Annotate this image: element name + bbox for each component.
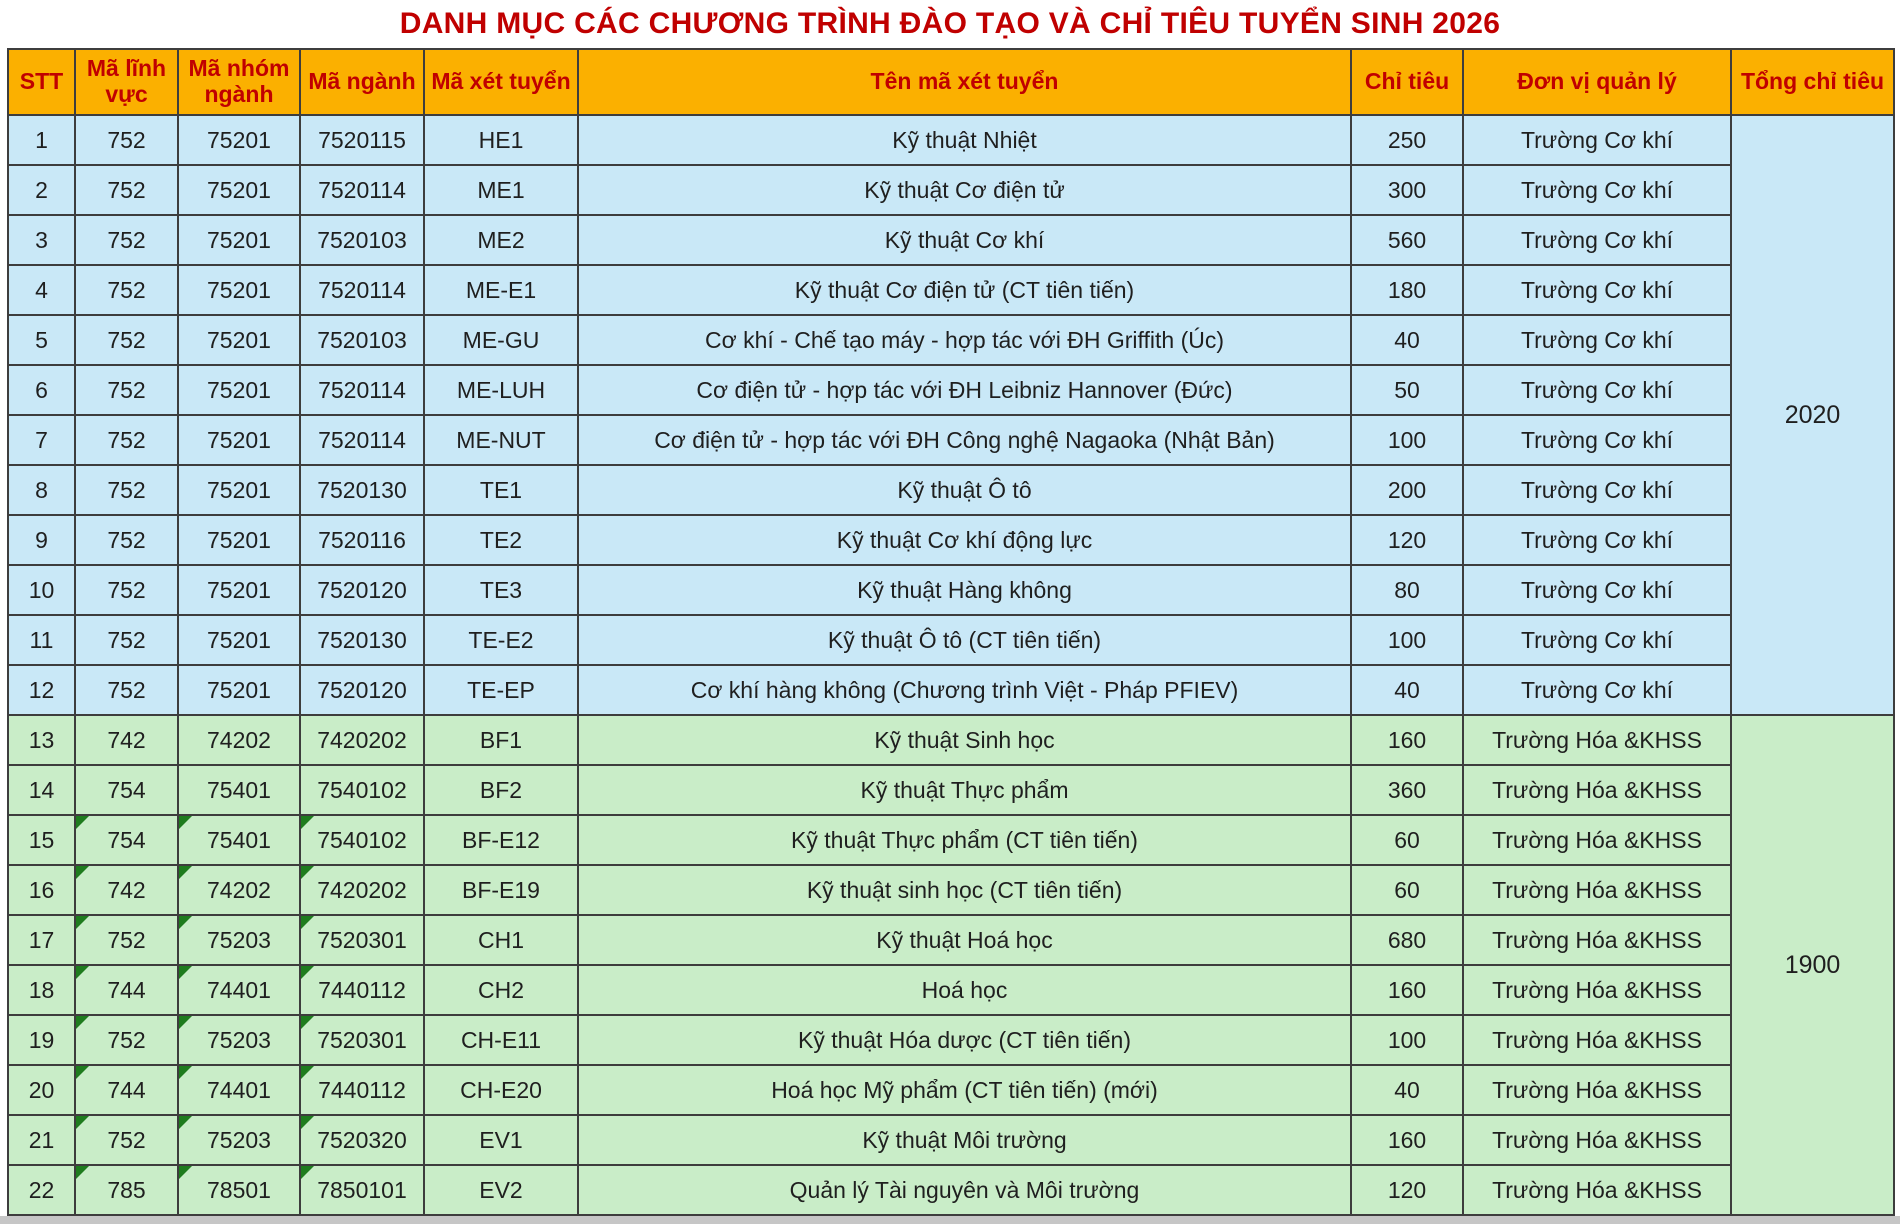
cell-chi-tieu: 60 [1351, 865, 1463, 915]
cell-stt: 4 [8, 265, 75, 315]
cell-ten-ma-xet-tuyen: Cơ khí - Chế tạo máy - hợp tác với ĐH Griffith (Úc) [578, 315, 1351, 365]
cell-don-vi-quan-ly: Trường Cơ khí [1463, 115, 1731, 165]
cell-don-vi-quan-ly: Trường Hóa &KHSS [1463, 915, 1731, 965]
green-corner-flag-icon [301, 816, 314, 829]
cell-stt: 1 [8, 115, 75, 165]
header-row [8, 49, 1894, 115]
cell-tong-chi-tieu: 1900 [1731, 715, 1894, 1215]
cell-ten-ma-xet-tuyen: Kỹ thuật Cơ điện tử (CT tiên tiến) [578, 265, 1351, 315]
cell-ma-xet-tuyen: ME-E1 [424, 265, 578, 315]
cell-stt: 21 [8, 1115, 75, 1165]
cell-ma-nhom-nganh: 74401 [178, 1065, 300, 1115]
green-corner-flag-icon [76, 866, 89, 879]
cell-ma-linh-vuc: 752 [75, 365, 178, 415]
cell-ma-nganh: 7420202 [300, 715, 424, 765]
cell-ma-nhom-nganh: 74202 [178, 865, 300, 915]
cell-don-vi-quan-ly: Trường Cơ khí [1463, 565, 1731, 615]
cell-ma-linh-vuc: 744 [75, 1065, 178, 1115]
cell-don-vi-quan-ly: Trường Hóa &KHSS [1463, 965, 1731, 1015]
cell-ma-nhom-nganh: 75201 [178, 115, 300, 165]
cell-ten-ma-xet-tuyen: Kỹ thuật Nhiệt [578, 115, 1351, 165]
cell-don-vi-quan-ly: Trường Cơ khí [1463, 415, 1731, 465]
cell-stt: 17 [8, 915, 75, 965]
green-corner-flag-icon [179, 816, 192, 829]
cell-stt: 7 [8, 415, 75, 465]
cell-ma-nhom-nganh: 75401 [178, 765, 300, 815]
cell-ma-linh-vuc: 742 [75, 865, 178, 915]
cell-ma-nganh: 7540102 [300, 815, 424, 865]
cell-ten-ma-xet-tuyen: Kỹ thuật Ô tô (CT tiên tiến) [578, 615, 1351, 665]
cell-chi-tieu: 360 [1351, 765, 1463, 815]
cell-ma-linh-vuc: 752 [75, 415, 178, 465]
cell-ma-nhom-nganh: 78501 [178, 1165, 300, 1215]
column-header-3: Mã ngành [300, 49, 424, 115]
cell-don-vi-quan-ly: Trường Hóa &KHSS [1463, 715, 1731, 765]
cell-don-vi-quan-ly: Trường Hóa &KHSS [1463, 1115, 1731, 1165]
cell-ma-nhom-nganh: 75201 [178, 415, 300, 465]
green-corner-flag-icon [301, 866, 314, 879]
cell-ma-nganh: 7520116 [300, 515, 424, 565]
cell-ma-linh-vuc: 752 [75, 265, 178, 315]
cell-chi-tieu: 200 [1351, 465, 1463, 515]
cell-stt: 22 [8, 1165, 75, 1215]
cell-ma-linh-vuc: 752 [75, 665, 178, 715]
cell-ma-linh-vuc: 752 [75, 115, 178, 165]
green-corner-flag-icon [301, 1016, 314, 1029]
cell-stt: 15 [8, 815, 75, 865]
green-corner-flag-icon [76, 1016, 89, 1029]
column-header-4: Mã xét tuyển [424, 49, 578, 115]
cell-chi-tieu: 180 [1351, 265, 1463, 315]
table-row [8, 515, 1894, 565]
green-corner-flag-icon [76, 916, 89, 929]
table-row [8, 915, 1894, 965]
cell-stt: 3 [8, 215, 75, 265]
cell-ma-nganh: 7420202 [300, 865, 424, 915]
cell-ten-ma-xet-tuyen: Kỹ thuật sinh học (CT tiên tiến) [578, 865, 1351, 915]
cell-don-vi-quan-ly: Trường Hóa &KHSS [1463, 1065, 1731, 1115]
cell-ma-nganh: 7520120 [300, 665, 424, 715]
cell-ma-nhom-nganh: 74202 [178, 715, 300, 765]
cell-stt: 13 [8, 715, 75, 765]
cell-ten-ma-xet-tuyen: Hoá học Mỹ phẩm (CT tiên tiến) (mới) [578, 1065, 1351, 1115]
green-corner-flag-icon [179, 916, 192, 929]
table-row [8, 965, 1894, 1015]
cell-ma-xet-tuyen: TE2 [424, 515, 578, 565]
cell-don-vi-quan-ly: Trường Cơ khí [1463, 315, 1731, 365]
cell-ma-nganh: 7520114 [300, 415, 424, 465]
cell-ten-ma-xet-tuyen: Kỹ thuật Hoá học [578, 915, 1351, 965]
cell-ten-ma-xet-tuyen: Quản lý Tài nguyên và Môi trường [578, 1165, 1351, 1215]
green-corner-flag-icon [301, 1166, 314, 1179]
cell-ma-linh-vuc: 785 [75, 1165, 178, 1215]
cell-ma-linh-vuc: 752 [75, 565, 178, 615]
cell-ma-linh-vuc: 754 [75, 815, 178, 865]
green-corner-flag-icon [179, 966, 192, 979]
cell-stt: 5 [8, 315, 75, 365]
cell-ten-ma-xet-tuyen: Cơ điện tử - hợp tác với ĐH Leibniz Hannover (Đức) [578, 365, 1351, 415]
cell-don-vi-quan-ly: Trường Cơ khí [1463, 515, 1731, 565]
green-corner-flag-icon [76, 1066, 89, 1079]
cell-ten-ma-xet-tuyen: Kỹ thuật Hóa dược (CT tiên tiến) [578, 1015, 1351, 1065]
cell-ma-xet-tuyen: ME-NUT [424, 415, 578, 465]
cell-chi-tieu: 50 [1351, 365, 1463, 415]
cell-ma-nganh: 7520130 [300, 465, 424, 515]
green-corner-flag-icon [301, 1066, 314, 1079]
column-header-1: Mã lĩnh vực [75, 49, 178, 115]
cell-chi-tieu: 160 [1351, 1115, 1463, 1165]
green-corner-flag-icon [76, 1116, 89, 1129]
cell-chi-tieu: 40 [1351, 1065, 1463, 1115]
cell-stt: 10 [8, 565, 75, 615]
table-row [8, 1165, 1894, 1215]
table-row [8, 1115, 1894, 1165]
cell-ma-nhom-nganh: 75201 [178, 315, 300, 365]
cell-ma-xet-tuyen: CH-E11 [424, 1015, 578, 1065]
green-corner-flag-icon [301, 1116, 314, 1129]
cell-ma-nhom-nganh: 75203 [178, 1115, 300, 1165]
cell-chi-tieu: 160 [1351, 965, 1463, 1015]
cell-don-vi-quan-ly: Trường Cơ khí [1463, 465, 1731, 515]
table-row [8, 215, 1894, 265]
cell-ma-nhom-nganh: 75201 [178, 215, 300, 265]
cell-don-vi-quan-ly: Trường Hóa &KHSS [1463, 1015, 1731, 1065]
cell-ma-nhom-nganh: 75201 [178, 265, 300, 315]
cell-chi-tieu: 100 [1351, 1015, 1463, 1065]
column-header-7: Đơn vị quản lý [1463, 49, 1731, 115]
cell-ma-linh-vuc: 752 [75, 465, 178, 515]
cell-stt: 16 [8, 865, 75, 915]
cell-don-vi-quan-ly: Trường Hóa &KHSS [1463, 1165, 1731, 1215]
cell-ma-xet-tuyen: BF-E12 [424, 815, 578, 865]
cell-ten-ma-xet-tuyen: Kỹ thuật Cơ khí [578, 215, 1351, 265]
cell-ma-linh-vuc: 752 [75, 215, 178, 265]
green-corner-flag-icon [179, 1166, 192, 1179]
cell-don-vi-quan-ly: Trường Hóa &KHSS [1463, 815, 1731, 865]
cell-ma-xet-tuyen: ME2 [424, 215, 578, 265]
cell-ma-nganh: 7520120 [300, 565, 424, 615]
cell-ma-xet-tuyen: CH2 [424, 965, 578, 1015]
column-header-2: Mã nhóm ngành [178, 49, 300, 115]
cell-ten-ma-xet-tuyen: Cơ điện tử - hợp tác với ĐH Công nghệ Nagaoka (Nhật Bản) [578, 415, 1351, 465]
column-header-8: Tổng chỉ tiêu [1731, 49, 1894, 115]
table-row [8, 615, 1894, 665]
cell-stt: 19 [8, 1015, 75, 1065]
cell-ma-nhom-nganh: 75201 [178, 665, 300, 715]
cell-stt: 12 [8, 665, 75, 715]
cell-ten-ma-xet-tuyen: Kỹ thuật Thực phẩm (CT tiên tiến) [578, 815, 1351, 865]
cell-ten-ma-xet-tuyen: Cơ khí hàng không (Chương trình Việt - Pháp PFIEV) [578, 665, 1351, 715]
cell-ten-ma-xet-tuyen: Kỹ thuật Cơ khí động lực [578, 515, 1351, 565]
cell-ma-linh-vuc: 752 [75, 315, 178, 365]
green-corner-flag-icon [301, 916, 314, 929]
cell-ten-ma-xet-tuyen: Kỹ thuật Ô tô [578, 465, 1351, 515]
table-row [8, 415, 1894, 465]
cell-ma-nganh: 7440112 [300, 965, 424, 1015]
cell-chi-tieu: 120 [1351, 515, 1463, 565]
admission-programs-table [7, 48, 1895, 1216]
cell-stt: 9 [8, 515, 75, 565]
table-row [8, 715, 1894, 765]
cell-chi-tieu: 560 [1351, 215, 1463, 265]
cell-chi-tieu: 100 [1351, 615, 1463, 665]
cell-tong-chi-tieu: 2020 [1731, 115, 1894, 715]
cell-ma-nganh: 7520320 [300, 1115, 424, 1165]
cell-ma-nhom-nganh: 75201 [178, 165, 300, 215]
table-row [8, 465, 1894, 515]
cell-stt: 18 [8, 965, 75, 1015]
cell-ma-nhom-nganh: 75201 [178, 515, 300, 565]
cell-ten-ma-xet-tuyen: Kỹ thuật Cơ điện tử [578, 165, 1351, 215]
cell-ma-nganh: 7520114 [300, 165, 424, 215]
cell-ma-nhom-nganh: 74401 [178, 965, 300, 1015]
cell-ma-xet-tuyen: TE-E2 [424, 615, 578, 665]
cell-ma-xet-tuyen: TE1 [424, 465, 578, 515]
table-row [8, 365, 1894, 415]
cell-ma-xet-tuyen: EV2 [424, 1165, 578, 1215]
cell-ma-xet-tuyen: CH1 [424, 915, 578, 965]
cell-ma-nganh: 7520301 [300, 1015, 424, 1065]
cell-ten-ma-xet-tuyen: Kỹ thuật Sinh học [578, 715, 1351, 765]
cell-ma-xet-tuyen: ME-GU [424, 315, 578, 365]
cell-ma-linh-vuc: 752 [75, 615, 178, 665]
cell-ma-nganh: 7540102 [300, 765, 424, 815]
cell-ma-xet-tuyen: TE-EP [424, 665, 578, 715]
cell-ma-xet-tuyen: CH-E20 [424, 1065, 578, 1115]
cell-stt: 8 [8, 465, 75, 515]
screenshot-edge-strip [0, 1216, 1900, 1224]
green-corner-flag-icon [179, 1116, 192, 1129]
cell-ma-nhom-nganh: 75201 [178, 615, 300, 665]
cell-stt: 6 [8, 365, 75, 415]
cell-ma-xet-tuyen: ME-LUH [424, 365, 578, 415]
cell-stt: 14 [8, 765, 75, 815]
cell-ma-nganh: 7520103 [300, 315, 424, 365]
cell-ma-linh-vuc: 742 [75, 715, 178, 765]
cell-chi-tieu: 80 [1351, 565, 1463, 615]
green-corner-flag-icon [76, 1166, 89, 1179]
cell-ma-nhom-nganh: 75201 [178, 565, 300, 615]
cell-ma-xet-tuyen: BF2 [424, 765, 578, 815]
cell-ma-nhom-nganh: 75401 [178, 815, 300, 865]
cell-ma-xet-tuyen: BF-E19 [424, 865, 578, 915]
cell-ma-linh-vuc: 752 [75, 515, 178, 565]
cell-ten-ma-xet-tuyen: Hoá học [578, 965, 1351, 1015]
cell-ma-linh-vuc: 754 [75, 765, 178, 815]
cell-ma-nganh: 7520130 [300, 615, 424, 665]
cell-ma-nganh: 7520103 [300, 215, 424, 265]
table-row [8, 765, 1894, 815]
table-row [8, 1065, 1894, 1115]
title-band [0, 0, 1900, 48]
cell-ma-xet-tuyen: BF1 [424, 715, 578, 765]
green-corner-flag-icon [179, 1066, 192, 1079]
cell-ma-nganh: 7520114 [300, 265, 424, 315]
cell-chi-tieu: 250 [1351, 115, 1463, 165]
green-corner-flag-icon [179, 1016, 192, 1029]
cell-ma-nganh: 7850101 [300, 1165, 424, 1215]
cell-ma-nhom-nganh: 75201 [178, 365, 300, 415]
cell-ten-ma-xet-tuyen: Kỹ thuật Hàng không [578, 565, 1351, 615]
table-row [8, 815, 1894, 865]
table-row [8, 265, 1894, 315]
cell-ma-nhom-nganh: 75203 [178, 1015, 300, 1065]
cell-ma-nganh: 7520114 [300, 365, 424, 415]
cell-don-vi-quan-ly: Trường Cơ khí [1463, 665, 1731, 715]
cell-stt: 20 [8, 1065, 75, 1115]
cell-ma-xet-tuyen: ME1 [424, 165, 578, 215]
cell-ma-nganh: 7440112 [300, 1065, 424, 1115]
cell-ma-nganh: 7520301 [300, 915, 424, 965]
cell-don-vi-quan-ly: Trường Cơ khí [1463, 265, 1731, 315]
cell-chi-tieu: 40 [1351, 665, 1463, 715]
column-header-5: Tên mã xét tuyển [578, 49, 1351, 115]
table-row [8, 565, 1894, 615]
green-corner-flag-icon [76, 966, 89, 979]
cell-ma-nhom-nganh: 75203 [178, 915, 300, 965]
cell-ma-linh-vuc: 752 [75, 1115, 178, 1165]
cell-ma-xet-tuyen: TE3 [424, 565, 578, 615]
cell-ma-nganh: 7520115 [300, 115, 424, 165]
green-corner-flag-icon [179, 866, 192, 879]
cell-ma-linh-vuc: 744 [75, 965, 178, 1015]
table-row [8, 315, 1894, 365]
cell-chi-tieu: 120 [1351, 1165, 1463, 1215]
cell-ma-nhom-nganh: 75201 [178, 465, 300, 515]
table-row [8, 115, 1894, 165]
cell-chi-tieu: 680 [1351, 915, 1463, 965]
cell-ma-xet-tuyen: HE1 [424, 115, 578, 165]
cell-ma-linh-vuc: 752 [75, 165, 178, 215]
green-corner-flag-icon [76, 816, 89, 829]
green-corner-flag-icon [301, 966, 314, 979]
cell-chi-tieu: 60 [1351, 815, 1463, 865]
cell-ten-ma-xet-tuyen: Kỹ thuật Môi trường [578, 1115, 1351, 1165]
column-header-6: Chỉ tiêu [1351, 49, 1463, 115]
table-row [8, 165, 1894, 215]
cell-chi-tieu: 100 [1351, 415, 1463, 465]
table-row [8, 1015, 1894, 1065]
cell-chi-tieu: 300 [1351, 165, 1463, 215]
cell-ma-xet-tuyen: EV1 [424, 1115, 578, 1165]
table-row [8, 665, 1894, 715]
cell-don-vi-quan-ly: Trường Cơ khí [1463, 215, 1731, 265]
cell-don-vi-quan-ly: Trường Cơ khí [1463, 615, 1731, 665]
table-row [8, 865, 1894, 915]
cell-don-vi-quan-ly: Trường Hóa &KHSS [1463, 865, 1731, 915]
cell-ten-ma-xet-tuyen: Kỹ thuật Thực phẩm [578, 765, 1351, 815]
cell-don-vi-quan-ly: Trường Cơ khí [1463, 165, 1731, 215]
cell-don-vi-quan-ly: Trường Cơ khí [1463, 365, 1731, 415]
page-title: DANH MỤC CÁC CHƯƠNG TRÌNH ĐÀO TẠO VÀ CHỈ TIÊU TUYỂN SINH 2026 [399, 7, 1501, 40]
cell-chi-tieu: 40 [1351, 315, 1463, 365]
cell-stt: 11 [8, 615, 75, 665]
cell-don-vi-quan-ly: Trường Hóa &KHSS [1463, 765, 1731, 815]
cell-ma-linh-vuc: 752 [75, 915, 178, 965]
column-header-0: STT [8, 49, 75, 115]
cell-chi-tieu: 160 [1351, 715, 1463, 765]
cell-ma-linh-vuc: 752 [75, 1015, 178, 1065]
cell-stt: 2 [8, 165, 75, 215]
